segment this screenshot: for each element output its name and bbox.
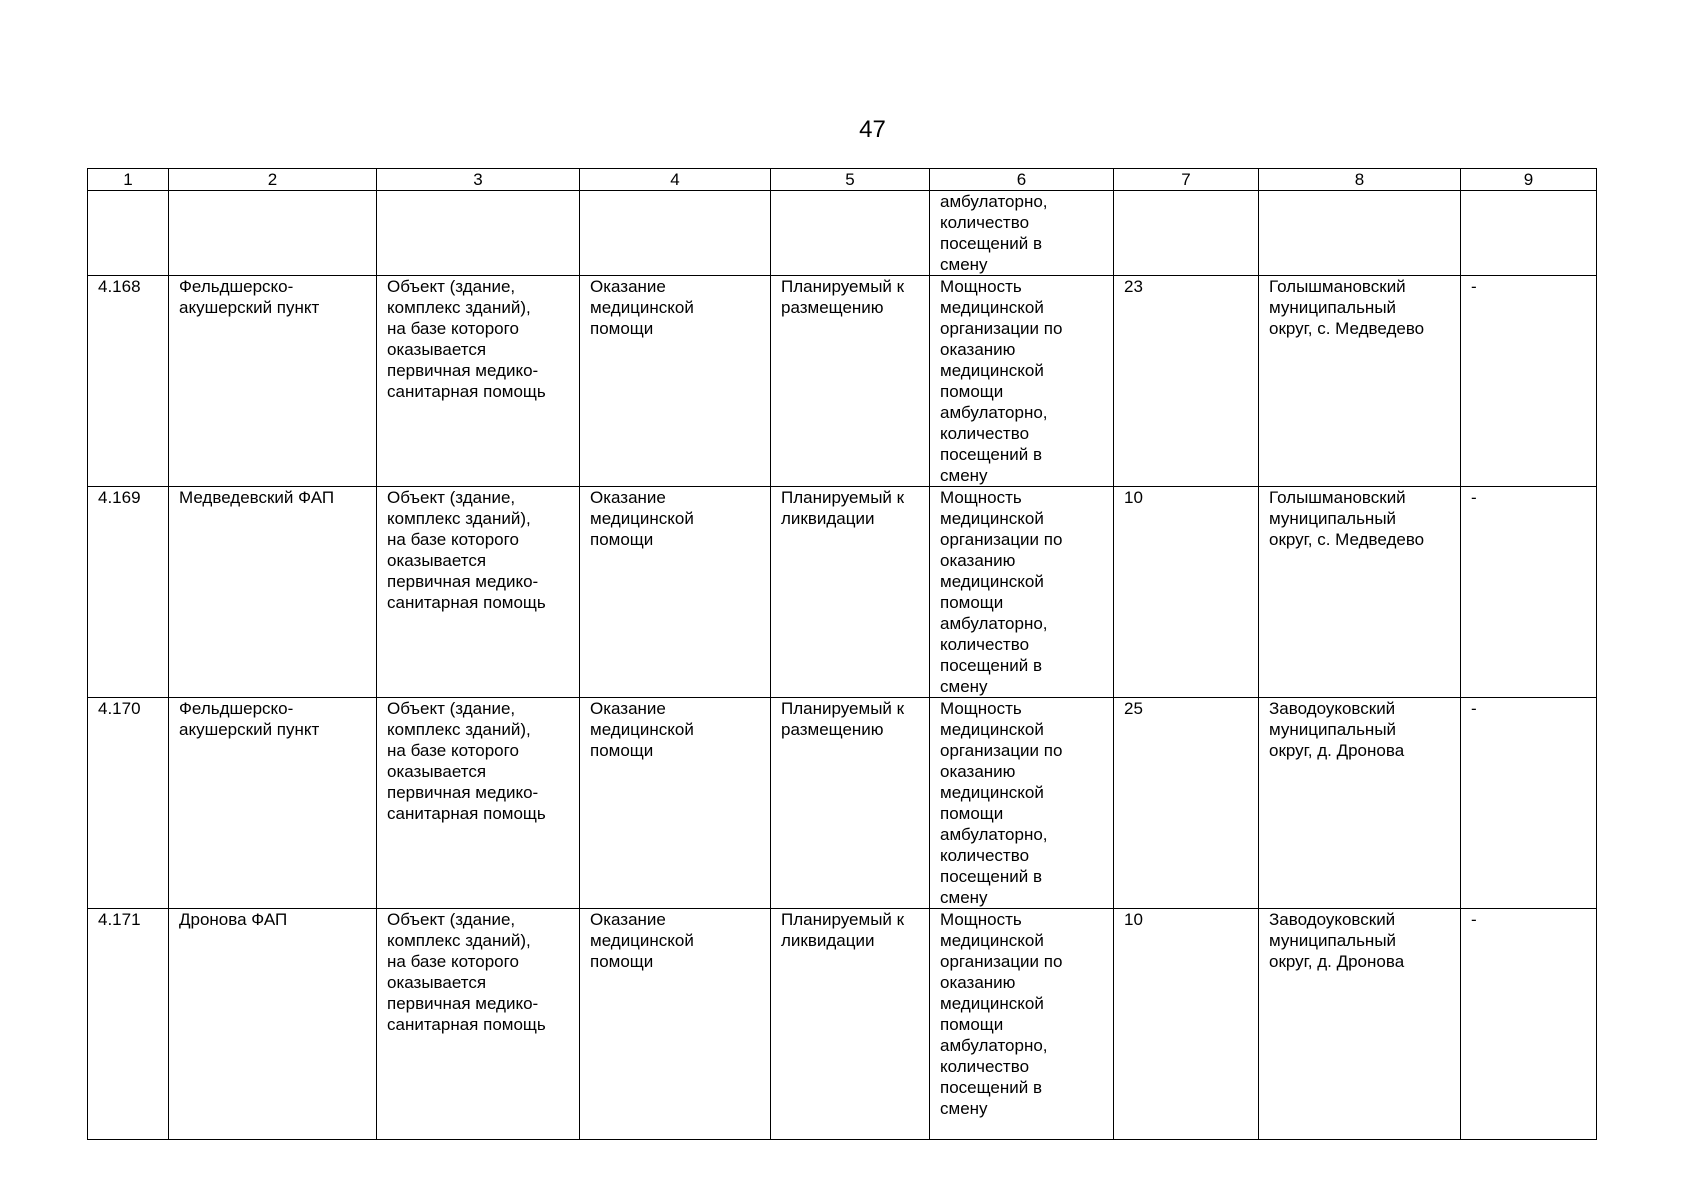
characteristic-cell: Мощность медицинской организации по оказанию медицинской помощи амбулаторно, количество посещений в смену bbox=[930, 487, 1114, 698]
characteristic-cell: амбулаторно, количество посещений в смену bbox=[930, 191, 1114, 276]
table-cell bbox=[1259, 191, 1461, 276]
table-cell bbox=[169, 191, 377, 276]
status-cell: Планируемый к ликвидации bbox=[771, 487, 930, 698]
name-cell: Фельдшерско- акушерский пункт bbox=[169, 276, 377, 487]
purpose-cell: Оказание медицинской помощи bbox=[580, 276, 771, 487]
value-cell: 23 bbox=[1114, 276, 1259, 487]
status-cell: Планируемый к размещению bbox=[771, 276, 930, 487]
location-cell: Заводоуковский муниципальный округ, д. Дронова bbox=[1259, 909, 1461, 1140]
table-cell bbox=[377, 191, 580, 276]
object-cell: Объект (здание, комплекс зданий), на базе которого оказывается первичная медико- санитарная помощь bbox=[377, 487, 580, 698]
name-cell: Фельдшерско- акушерский пункт bbox=[169, 698, 377, 909]
table-cell bbox=[771, 191, 930, 276]
table-cell bbox=[580, 191, 771, 276]
name-cell: Дронова ФАП bbox=[169, 909, 377, 1140]
name-cell: Медведевский ФАП bbox=[169, 487, 377, 698]
location-cell: Заводоуковский муниципальный округ, д. Дронова bbox=[1259, 698, 1461, 909]
header-cell: 9 bbox=[1461, 169, 1597, 191]
purpose-cell: Оказание медицинской помощи bbox=[580, 487, 771, 698]
table-cell bbox=[88, 191, 169, 276]
characteristic-cell: Мощность медицинской организации по оказанию медицинской помощи амбулаторно, количество посещений в смену bbox=[930, 698, 1114, 909]
object-cell: Объект (здание, комплекс зданий), на базе которого оказывается первичная медико- санитарная помощь bbox=[377, 276, 580, 487]
purpose-cell: Оказание медицинской помощи bbox=[580, 909, 771, 1140]
value-cell: 10 bbox=[1114, 909, 1259, 1140]
header-cell: 6 bbox=[930, 169, 1114, 191]
object-cell: Объект (здание, комплекс зданий), на базе которого оказывается первичная медико- санитарная помощь bbox=[377, 698, 580, 909]
header-cell: 7 bbox=[1114, 169, 1259, 191]
table-row bbox=[88, 276, 1597, 487]
page-number: 47 bbox=[859, 116, 886, 143]
number-cell: 4.170 bbox=[88, 698, 169, 909]
header-cell: 8 bbox=[1259, 169, 1461, 191]
number-cell: 4.171 bbox=[88, 909, 169, 1140]
zone-cell: - bbox=[1461, 276, 1597, 487]
number-cell: 4.168 bbox=[88, 276, 169, 487]
location-cell: Голышмановский муниципальный округ, с. Медведево bbox=[1259, 487, 1461, 698]
header-cell: 5 bbox=[771, 169, 930, 191]
column-number-header bbox=[88, 169, 1597, 191]
table-cell bbox=[1114, 191, 1259, 276]
continuation-row bbox=[88, 191, 1597, 276]
status-cell: Планируемый к размещению bbox=[771, 698, 930, 909]
table-row bbox=[88, 909, 1597, 1140]
header-cell: 3 bbox=[377, 169, 580, 191]
zone-cell: - bbox=[1461, 909, 1597, 1140]
table-row bbox=[88, 698, 1597, 909]
value-cell: 25 bbox=[1114, 698, 1259, 909]
table-row bbox=[88, 487, 1597, 698]
number-cell: 4.169 bbox=[88, 487, 169, 698]
zone-cell: - bbox=[1461, 487, 1597, 698]
header-cell: 2 bbox=[169, 169, 377, 191]
purpose-cell: Оказание медицинской помощи bbox=[580, 698, 771, 909]
objects-table bbox=[87, 168, 1597, 1140]
table-cell bbox=[1461, 191, 1597, 276]
status-cell: Планируемый к ликвидации bbox=[771, 909, 930, 1140]
location-cell: Голышмановский муниципальный округ, с. Медведево bbox=[1259, 276, 1461, 487]
characteristic-cell: Мощность медицинской организации по оказанию медицинской помощи амбулаторно, количество посещений в смену bbox=[930, 276, 1114, 487]
header-cell: 4 bbox=[580, 169, 771, 191]
value-cell: 10 bbox=[1114, 487, 1259, 698]
zone-cell: - bbox=[1461, 698, 1597, 909]
header-cell: 1 bbox=[88, 169, 169, 191]
characteristic-cell: Мощность медицинской организации по оказанию медицинской помощи амбулаторно, количество посещений в смену bbox=[930, 909, 1114, 1140]
object-cell: Объект (здание, комплекс зданий), на базе которого оказывается первичная медико- санитарная помощь bbox=[377, 909, 580, 1140]
